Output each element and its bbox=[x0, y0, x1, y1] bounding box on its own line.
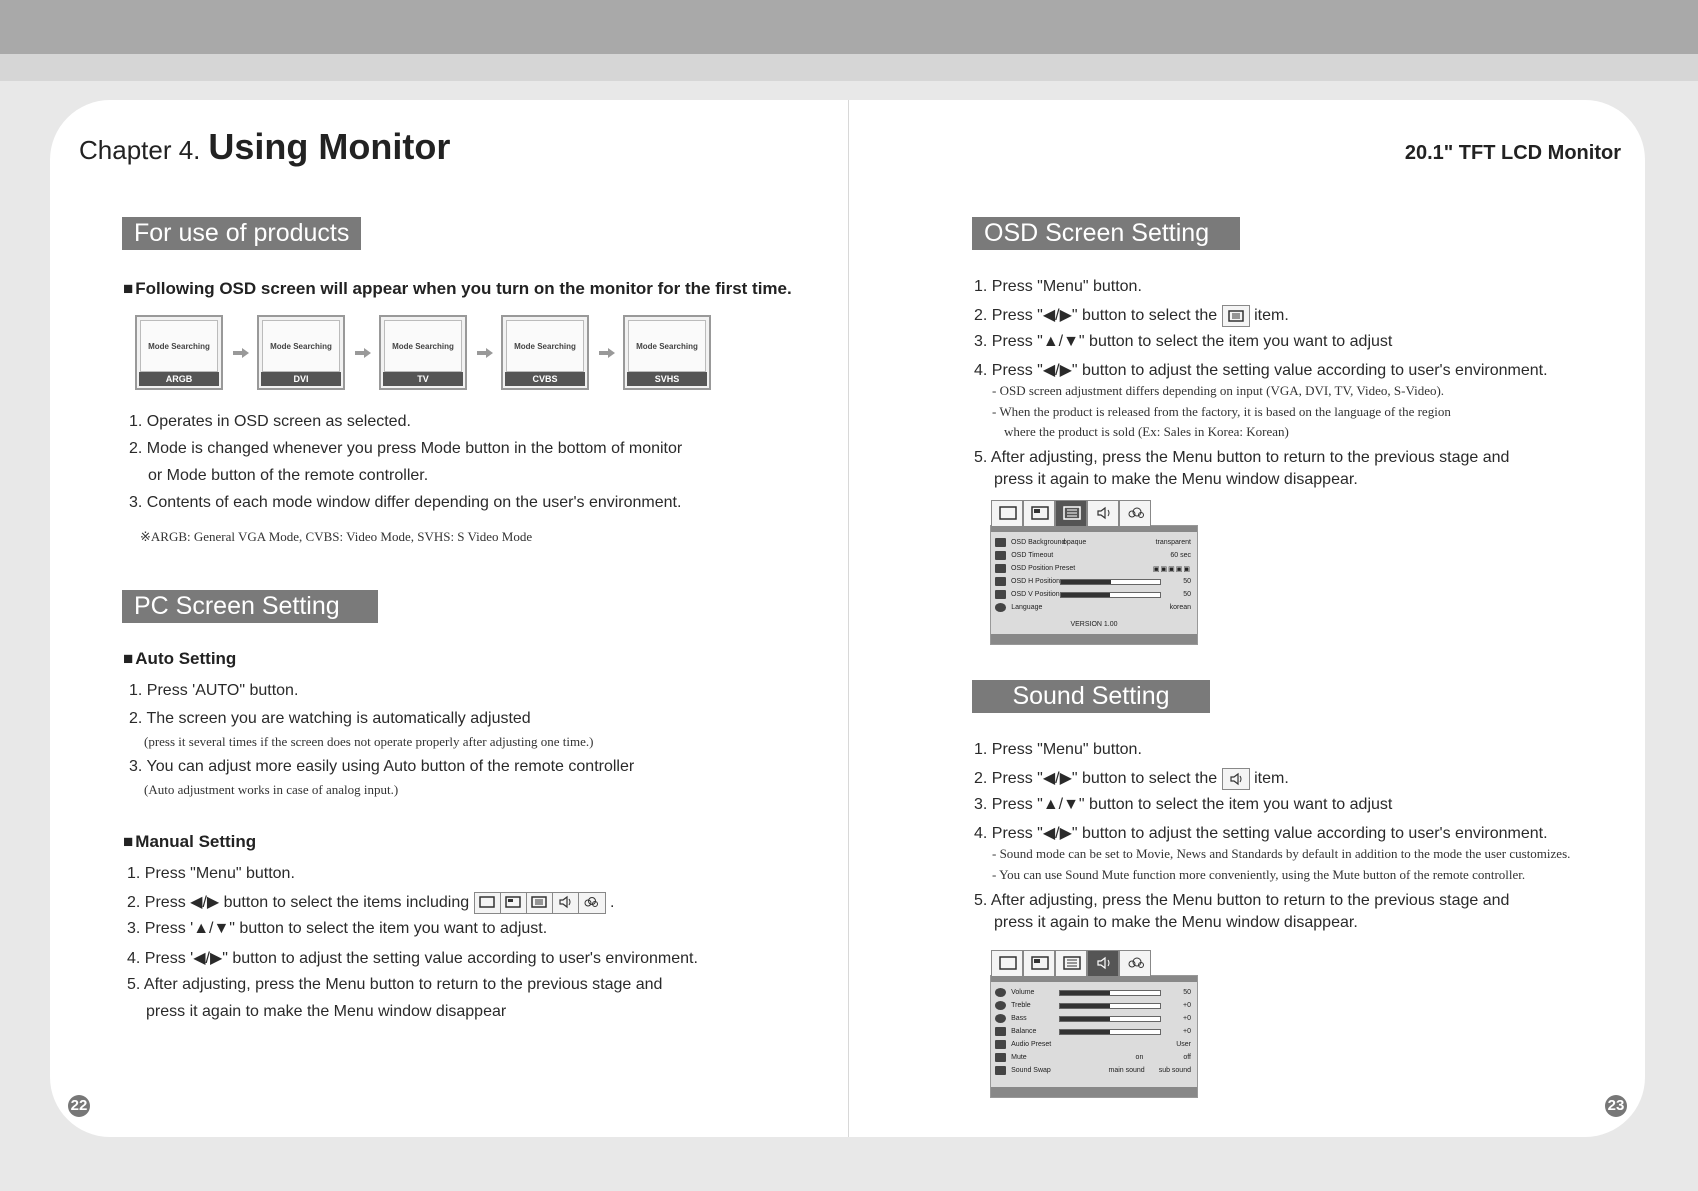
row-option: sub sound bbox=[1158, 1067, 1191, 1074]
level-fill bbox=[1061, 580, 1111, 584]
row-value: korean bbox=[1169, 604, 1191, 611]
arrow-right-icon bbox=[477, 348, 493, 358]
level-fill bbox=[1060, 1030, 1110, 1034]
auto-note: (Auto adjustment works in case of analog input.) bbox=[144, 782, 399, 797]
mode-screen-argb bbox=[135, 315, 223, 390]
page-number-left: 22 bbox=[68, 1095, 90, 1117]
auto-step: 3. You can adjust more easily using Auto button of the remote controller bbox=[129, 758, 635, 775]
mode-screen-svhs bbox=[623, 315, 711, 390]
level-fill bbox=[1060, 1017, 1110, 1021]
sound-step: 5. After adjusting, press the Menu button to return to the previous stage and bbox=[974, 892, 1510, 909]
row-option: off bbox=[1183, 1054, 1191, 1061]
row-label: Treble bbox=[1011, 1002, 1031, 1009]
osd-row-position-preset bbox=[995, 562, 1191, 575]
row-label: OSD Background bbox=[1010, 539, 1066, 546]
chapter-title bbox=[79, 126, 450, 168]
mode-screen-text: Mode Searching bbox=[628, 320, 706, 372]
row-label: OSD Position Preset bbox=[1010, 565, 1076, 572]
pip-icon bbox=[1023, 950, 1055, 976]
arrow-right-icon bbox=[233, 348, 249, 358]
mode-screen-tv bbox=[379, 315, 467, 390]
for-use-step: 3. Contents of each mode window differ depending on the user's environment. bbox=[129, 494, 682, 511]
row-value: 50 bbox=[1183, 578, 1191, 585]
row-label: Bass bbox=[1011, 1015, 1027, 1022]
sound-step: press it again to make the Menu window disappear. bbox=[994, 914, 1358, 931]
row-value: +0 bbox=[1183, 1028, 1191, 1035]
pip-icon bbox=[1023, 500, 1055, 526]
menu-icon-strip bbox=[474, 892, 606, 914]
picture-icon bbox=[991, 950, 1023, 976]
osd-icon bbox=[1055, 950, 1087, 976]
osd-step-text: 2. Press "◀/▶" button to select the bbox=[974, 307, 1218, 325]
sound-icon bbox=[1087, 500, 1119, 526]
manual-step: 5. After adjusting, press the Menu button to return to the previous stage and bbox=[127, 976, 663, 993]
mode-screen-text: Mode Searching bbox=[506, 320, 584, 372]
row-value: 50 bbox=[1183, 989, 1191, 996]
for-use-intro: ■ Following OSD screen will appear when you turn on the monitor for the first time. bbox=[123, 279, 792, 299]
row-option: transparent bbox=[1155, 539, 1191, 546]
mode-note: ※ARGB: General VGA Mode, CVBS: Video Mode, SVHS: S Video Mode bbox=[140, 529, 533, 544]
manual-step-text: 2. Press ◀/▶ button to select the items including bbox=[127, 894, 470, 912]
row-option: main sound bbox=[1108, 1067, 1145, 1074]
row-label: OSD V Position bbox=[1011, 591, 1060, 598]
sound-step-text: 2. Press "◀/▶" button to select the bbox=[974, 770, 1218, 788]
manual-step: press it again to make the Menu window disappear bbox=[146, 1003, 507, 1020]
osd-row-background bbox=[995, 536, 1191, 549]
sound-row-bass bbox=[995, 1012, 1191, 1025]
row-value: 50 bbox=[1183, 591, 1191, 598]
sound-note: - Sound mode can be set to Movie, News and Standards by default in addition to the mode the user customizes. bbox=[992, 846, 1571, 861]
picture-icon bbox=[991, 500, 1023, 526]
arrow-right-icon bbox=[355, 348, 371, 358]
row-label: Volume bbox=[1011, 989, 1035, 996]
manual-step: 4. Press '◀/▶" button to adjust the setting value according to user's environment. bbox=[127, 950, 698, 967]
row-option: opaque bbox=[1062, 539, 1087, 546]
row-label: Sound Swap bbox=[1011, 1067, 1051, 1074]
sound-note: - You can use Sound Mute function more conveniently, using the Mute button of the remote controller. bbox=[992, 867, 1526, 882]
row-label: Mute bbox=[1011, 1054, 1027, 1061]
manual-step: 3. Press '▲/▼" button to select the item you want to adjust. bbox=[127, 920, 548, 937]
manual-step bbox=[127, 892, 614, 914]
sound-menu-tabs bbox=[991, 950, 1151, 976]
section-osd-screen: OSD Screen Setting bbox=[972, 217, 1240, 250]
for-use-step: 2. Mode is changed whenever you press Mode button in the bottom of monitor bbox=[129, 440, 683, 457]
osd-row-timeout bbox=[995, 549, 1191, 562]
osd-icon bbox=[1055, 500, 1087, 526]
sound-row-treble bbox=[995, 999, 1191, 1012]
osd-step: 1. Press "Menu" button. bbox=[974, 278, 1142, 295]
osd-menu-screenshot bbox=[990, 525, 1198, 645]
osd-step: 4. Press "◀/▶" button to adjust the setting value according to user's environment. bbox=[974, 362, 1548, 379]
section-pc-screen: PC Screen Setting bbox=[122, 590, 378, 623]
sound-menu-rows bbox=[991, 982, 1197, 1081]
sound-step: 1. Press "Menu" button. bbox=[974, 741, 1142, 758]
sound-row-volume bbox=[995, 986, 1191, 999]
osd-icon bbox=[527, 893, 553, 913]
manual-step-period: . bbox=[610, 894, 615, 912]
osd-row-language bbox=[995, 601, 1191, 614]
mode-tag: ARGB bbox=[139, 372, 219, 386]
section-sound: Sound Setting bbox=[972, 680, 1210, 713]
row-label: OSD Timeout bbox=[1011, 552, 1054, 559]
sound-row-mute bbox=[995, 1051, 1191, 1064]
osd-note: where the product is sold (Ex: Sales in Korea: Korean) bbox=[1004, 424, 1289, 439]
pip-icon bbox=[501, 893, 527, 913]
osd-note: - When the product is released from the factory, it is based on the language of the region bbox=[992, 404, 1451, 419]
osd-version: VERSION 1.00 bbox=[1070, 621, 1118, 628]
osd-step: 5. After adjusting, press the Menu button to return to the previous stage and bbox=[974, 449, 1510, 466]
mode-tag: TV bbox=[383, 372, 463, 386]
auto-step: 2. The screen you are watching is automatically adjusted bbox=[129, 710, 531, 727]
osd-note: - OSD screen adjustment differs depending on input (VGA, DVI, TV, Video, S-Video). bbox=[992, 383, 1445, 398]
row-value: User bbox=[1176, 1041, 1191, 1048]
auto-note: (press it several times if the screen does not operate properly after adjusting one time.) bbox=[144, 734, 594, 749]
section-for-use: For use of products bbox=[122, 217, 361, 250]
cloud-icon bbox=[579, 893, 605, 913]
level-fill bbox=[1060, 991, 1110, 995]
sound-icon bbox=[1087, 950, 1119, 976]
cloud-icon bbox=[1119, 950, 1151, 976]
position-preset-icons: ▣▣▣▣▣ bbox=[1152, 565, 1191, 573]
mode-screen-cvbs bbox=[501, 315, 589, 390]
for-use-step: or Mode button of the remote controller. bbox=[148, 467, 429, 484]
sound-row-sound-swap bbox=[995, 1064, 1191, 1077]
chapter-prefix: Chapter 4. bbox=[79, 135, 201, 165]
mode-tag: SVHS bbox=[627, 372, 707, 386]
chapter-name: Using Monitor bbox=[208, 126, 451, 167]
row-label: Balance bbox=[1011, 1028, 1037, 1035]
header-band bbox=[0, 54, 1698, 81]
sound-menu-bottombar bbox=[991, 1087, 1197, 1097]
osd-menu-tabs bbox=[991, 500, 1151, 526]
osd-step: press it again to make the Menu window disappear. bbox=[994, 471, 1358, 488]
mode-tag: DVI bbox=[261, 372, 341, 386]
row-value: +0 bbox=[1183, 1002, 1191, 1009]
cloud-icon bbox=[1119, 500, 1151, 526]
level-fill bbox=[1061, 593, 1111, 597]
row-value: +0 bbox=[1183, 1015, 1191, 1022]
sound-menu-screenshot bbox=[990, 975, 1198, 1098]
osd-menu-bottombar bbox=[991, 634, 1197, 644]
picture-icon bbox=[475, 893, 501, 913]
osd-step-text: item. bbox=[1254, 307, 1289, 325]
osd-icon bbox=[1222, 305, 1250, 327]
sound-icon bbox=[1222, 768, 1250, 790]
level-fill bbox=[1060, 1004, 1110, 1008]
mode-screen-text: Mode Searching bbox=[262, 320, 340, 372]
mode-screen-text: Mode Searching bbox=[384, 320, 462, 372]
page-number-right: 23 bbox=[1605, 1095, 1627, 1117]
sound-icon bbox=[553, 893, 579, 913]
sound-step: 3. Press "▲/▼" button to select the item you want to adjust bbox=[974, 796, 1393, 813]
osd-step: 3. Press "▲/▼" button to select the item you want to adjust bbox=[974, 333, 1393, 350]
sound-row-audio-preset bbox=[995, 1038, 1191, 1051]
row-option: on bbox=[1135, 1054, 1144, 1061]
left-page bbox=[50, 100, 848, 1137]
right-page bbox=[848, 100, 1645, 1137]
product-name: 20.1" TFT LCD Monitor bbox=[1404, 142, 1621, 164]
row-value: 60 sec bbox=[1170, 552, 1191, 559]
mode-screen-text: Mode Searching bbox=[140, 320, 218, 372]
sound-row-balance bbox=[995, 1025, 1191, 1038]
top-band bbox=[0, 0, 1698, 54]
auto-setting-heading: ■ Auto Setting bbox=[123, 649, 236, 669]
sound-step-text: item. bbox=[1254, 770, 1289, 788]
osd-step bbox=[974, 305, 1289, 327]
manual-step: 1. Press "Menu" button. bbox=[127, 865, 295, 882]
mode-screen-dvi bbox=[257, 315, 345, 390]
row-label: OSD H Position bbox=[1011, 578, 1061, 585]
arrow-right-icon bbox=[599, 348, 615, 358]
auto-step: 1. Press 'AUTO" button. bbox=[129, 682, 299, 699]
row-label: Audio Preset bbox=[1011, 1041, 1052, 1048]
manual-setting-heading: ■ Manual Setting bbox=[123, 832, 256, 852]
row-label: Language bbox=[1011, 604, 1043, 611]
osd-row-h-position bbox=[995, 575, 1191, 588]
for-use-step: 1. Operates in OSD screen as selected. bbox=[129, 413, 411, 430]
mode-tag: CVBS bbox=[505, 372, 585, 386]
sound-step: 4. Press "◀/▶" button to adjust the setting value according to user's environment. bbox=[974, 825, 1548, 842]
osd-menu-rows bbox=[991, 532, 1197, 618]
osd-row-v-position bbox=[995, 588, 1191, 601]
sound-step bbox=[974, 768, 1289, 790]
